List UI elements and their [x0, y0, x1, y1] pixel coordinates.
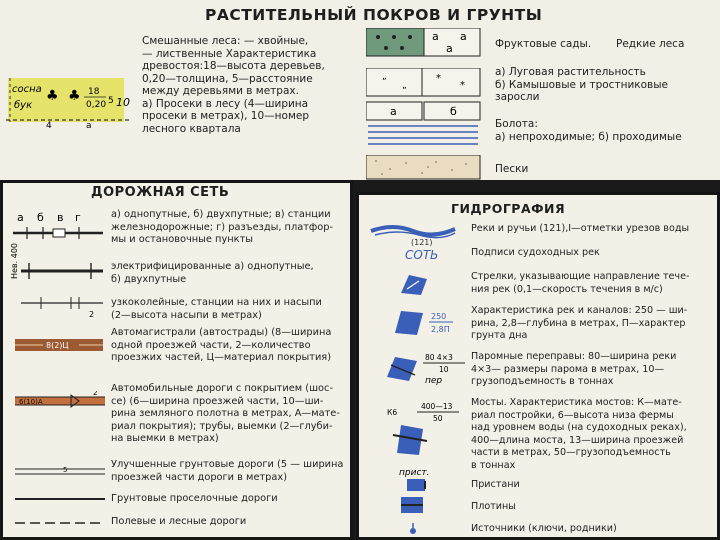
- deciduous-icon: ♣: [68, 88, 81, 104]
- field-road-description: Полевые и лесные дороги: [111, 516, 247, 527]
- dam-label: Плотины: [471, 501, 516, 512]
- sand-symbol: [366, 155, 482, 181]
- svg-text:2: 2: [93, 391, 98, 397]
- river-name: СОТЬ: [405, 248, 439, 262]
- svg-text:а: а: [390, 105, 397, 118]
- hydro-title: ГИДРОГРАФИЯ: [451, 201, 566, 216]
- svg-text:80 4×3: 80 4×3: [425, 353, 453, 362]
- flow-arrow-icon: [399, 273, 429, 297]
- label-clearing: 4: [46, 121, 52, 130]
- pier-label: Пристани: [471, 479, 520, 490]
- narrow-gauge-description: узкоколейные, станции на них и насыпи (2—высота насыпи в метрах): [111, 297, 322, 321]
- conifer-icon: ♣: [46, 88, 59, 104]
- paved-road-description: Автомобильные дороги с покрытием (шос- се) (6—ширина проезжей части, 10—ши- рина земляного полотна в метрах, А—мате- риал покрытия); трубы, выемки (2—глуби- на выемки в метрах): [111, 383, 340, 444]
- label-buk: бук: [14, 100, 33, 111]
- svg-text:„: „: [402, 81, 407, 91]
- navigable-description: Подписи судоходных рек: [471, 247, 600, 258]
- sands-label: Пески: [495, 163, 529, 175]
- orchards-label: Фруктовые сады.: [495, 38, 592, 50]
- country-road-description: Грунтовые проселочные дороги: [111, 493, 278, 504]
- ferry-description: Паромные переправы: 80—ширина реки 4×3— размеры парома в метрах, 10— грузоподъемность в тоннах: [471, 351, 677, 387]
- swamps-description: Болота: а) непроходимые; б) проходимые: [495, 118, 682, 143]
- highway-symbol: [13, 335, 105, 355]
- electrified-description: электрифицированные а) однопутные, б) двухпутные: [111, 261, 314, 285]
- svg-text:5: 5: [63, 466, 68, 474]
- svg-text:а: а: [17, 211, 24, 224]
- narrow-gauge-symbol: [17, 293, 107, 319]
- svg-text:К6: К6: [387, 408, 398, 417]
- svg-text:10: 10: [439, 365, 449, 374]
- rail-side-label: Нев. 400: [10, 242, 19, 279]
- spring-icon: [405, 521, 421, 537]
- orchard-letter: а: [446, 42, 453, 55]
- svg-text:(121): (121): [411, 238, 433, 247]
- bridge-symbol: [379, 399, 471, 455]
- flow-arrows-description: Стрелки, указывающие направление тече- ния рек (0,1—скорость течения в м/с): [471, 271, 690, 295]
- svg-text:400—13: 400—13: [421, 402, 453, 411]
- sparse-forest-label: Редкие леса: [616, 38, 685, 50]
- svg-text:„: „: [382, 72, 387, 82]
- svg-text:*: *: [460, 80, 465, 91]
- svg-text:в: в: [57, 211, 64, 224]
- river-characteristics-description: Характеристика рек и каналов: 250 — ши- рина, 2,8—глубина в метрах, П—характер грунта дна: [471, 305, 688, 341]
- svg-text:2: 2: [89, 310, 95, 319]
- river-characteristics-symbol: [393, 307, 463, 337]
- label-a: а: [86, 121, 92, 130]
- svg-text:г: г: [75, 211, 81, 224]
- ferry-word: пер: [425, 376, 443, 385]
- label-sosna: сосна: [12, 84, 42, 95]
- svg-text:б: б: [450, 105, 457, 118]
- bridges-description: Мосты. Характеристика мостов: К—мате- риал постройки, 6—высота низа фермы над уровнем воды (на судоходных реках), 400—длина моста, 13—ширина проезжей части в метрах, 50—грузоподъемность в тоннах: [471, 397, 687, 471]
- svg-text:250: 250: [431, 312, 447, 321]
- improved-road-description: Улучшенные грунтовые дороги (5 — ширина проезжей части дороги в метрах): [111, 459, 344, 483]
- paved-road-symbol: [13, 391, 109, 415]
- roads-panel: [0, 180, 353, 540]
- improved-dirt-road-symbol: [13, 461, 109, 481]
- svg-text:б: б: [37, 211, 44, 224]
- mixed-forest-description: Смешанные леса: — хвойные, — лиственные Характеристика древостоя:18—высота деревьев, 0,20—толщина, 5—расстояние между деревьями в метрах. а) Просеки в лесу (4—ширина просеки в метрах), 10—номер лесного квартала: [142, 35, 325, 135]
- dam-symbol: [399, 495, 429, 515]
- label-thickness: 0,20: [86, 100, 107, 110]
- vegetation-panel: [0, 0, 720, 184]
- railways-description: а) однопутные, б) двухпутные; в) станции железнодорожные; г) разъезды, платфор- мы и остановочные пункты: [111, 209, 334, 245]
- orchard-letter: а: [432, 30, 439, 43]
- svg-text:6(10)А: 6(10)А: [19, 398, 43, 406]
- orchard-letter: а: [460, 30, 467, 43]
- meadow-symbol: [366, 68, 482, 100]
- meadow-letters: [366, 100, 482, 122]
- electrified-railway-symbol: [17, 259, 107, 281]
- svg-text:2,8П: 2,8П: [431, 325, 450, 334]
- orchard-symbol: [366, 28, 482, 58]
- rivers-description: Реки и ручьи (121),I—отметки урезов воды: [471, 223, 690, 234]
- label-height: 18: [88, 87, 100, 97]
- vegetation-title: РАСТИТЕЛЬНЫЙ ПОКРОВ И ГРУНТЫ: [205, 6, 543, 24]
- label-quarter: 10: [116, 96, 130, 109]
- meadow-description: а) Луговая растительность б) Камышовые и тростниковые заросли: [495, 66, 668, 103]
- river-symbol: [367, 221, 459, 265]
- mixed-forest-symbol: [6, 74, 134, 130]
- pier-symbol: [389, 467, 469, 493]
- svg-text:*: *: [436, 73, 441, 84]
- svg-text:50: 50: [433, 414, 443, 423]
- hydro-panel: [356, 192, 720, 540]
- label-distance: 5: [108, 96, 114, 106]
- field-road-symbol: [13, 518, 109, 528]
- spring-label: Источники (ключи, родники): [471, 523, 617, 534]
- country-road-symbol: [13, 494, 109, 504]
- ferry-symbol: [385, 351, 475, 385]
- svg-text:8(2)Ц: 8(2)Ц: [46, 341, 69, 350]
- svg-text:прист.: прист.: [399, 468, 430, 478]
- roads-title: ДОРОЖНАЯ СЕТЬ: [91, 185, 230, 200]
- swamp-symbol: [366, 122, 482, 148]
- highway-description: Автомагистрали (автострады) (8—ширина одной проезжей части, 2—количество проезжих частей, Ц—материал покрытия): [111, 327, 332, 363]
